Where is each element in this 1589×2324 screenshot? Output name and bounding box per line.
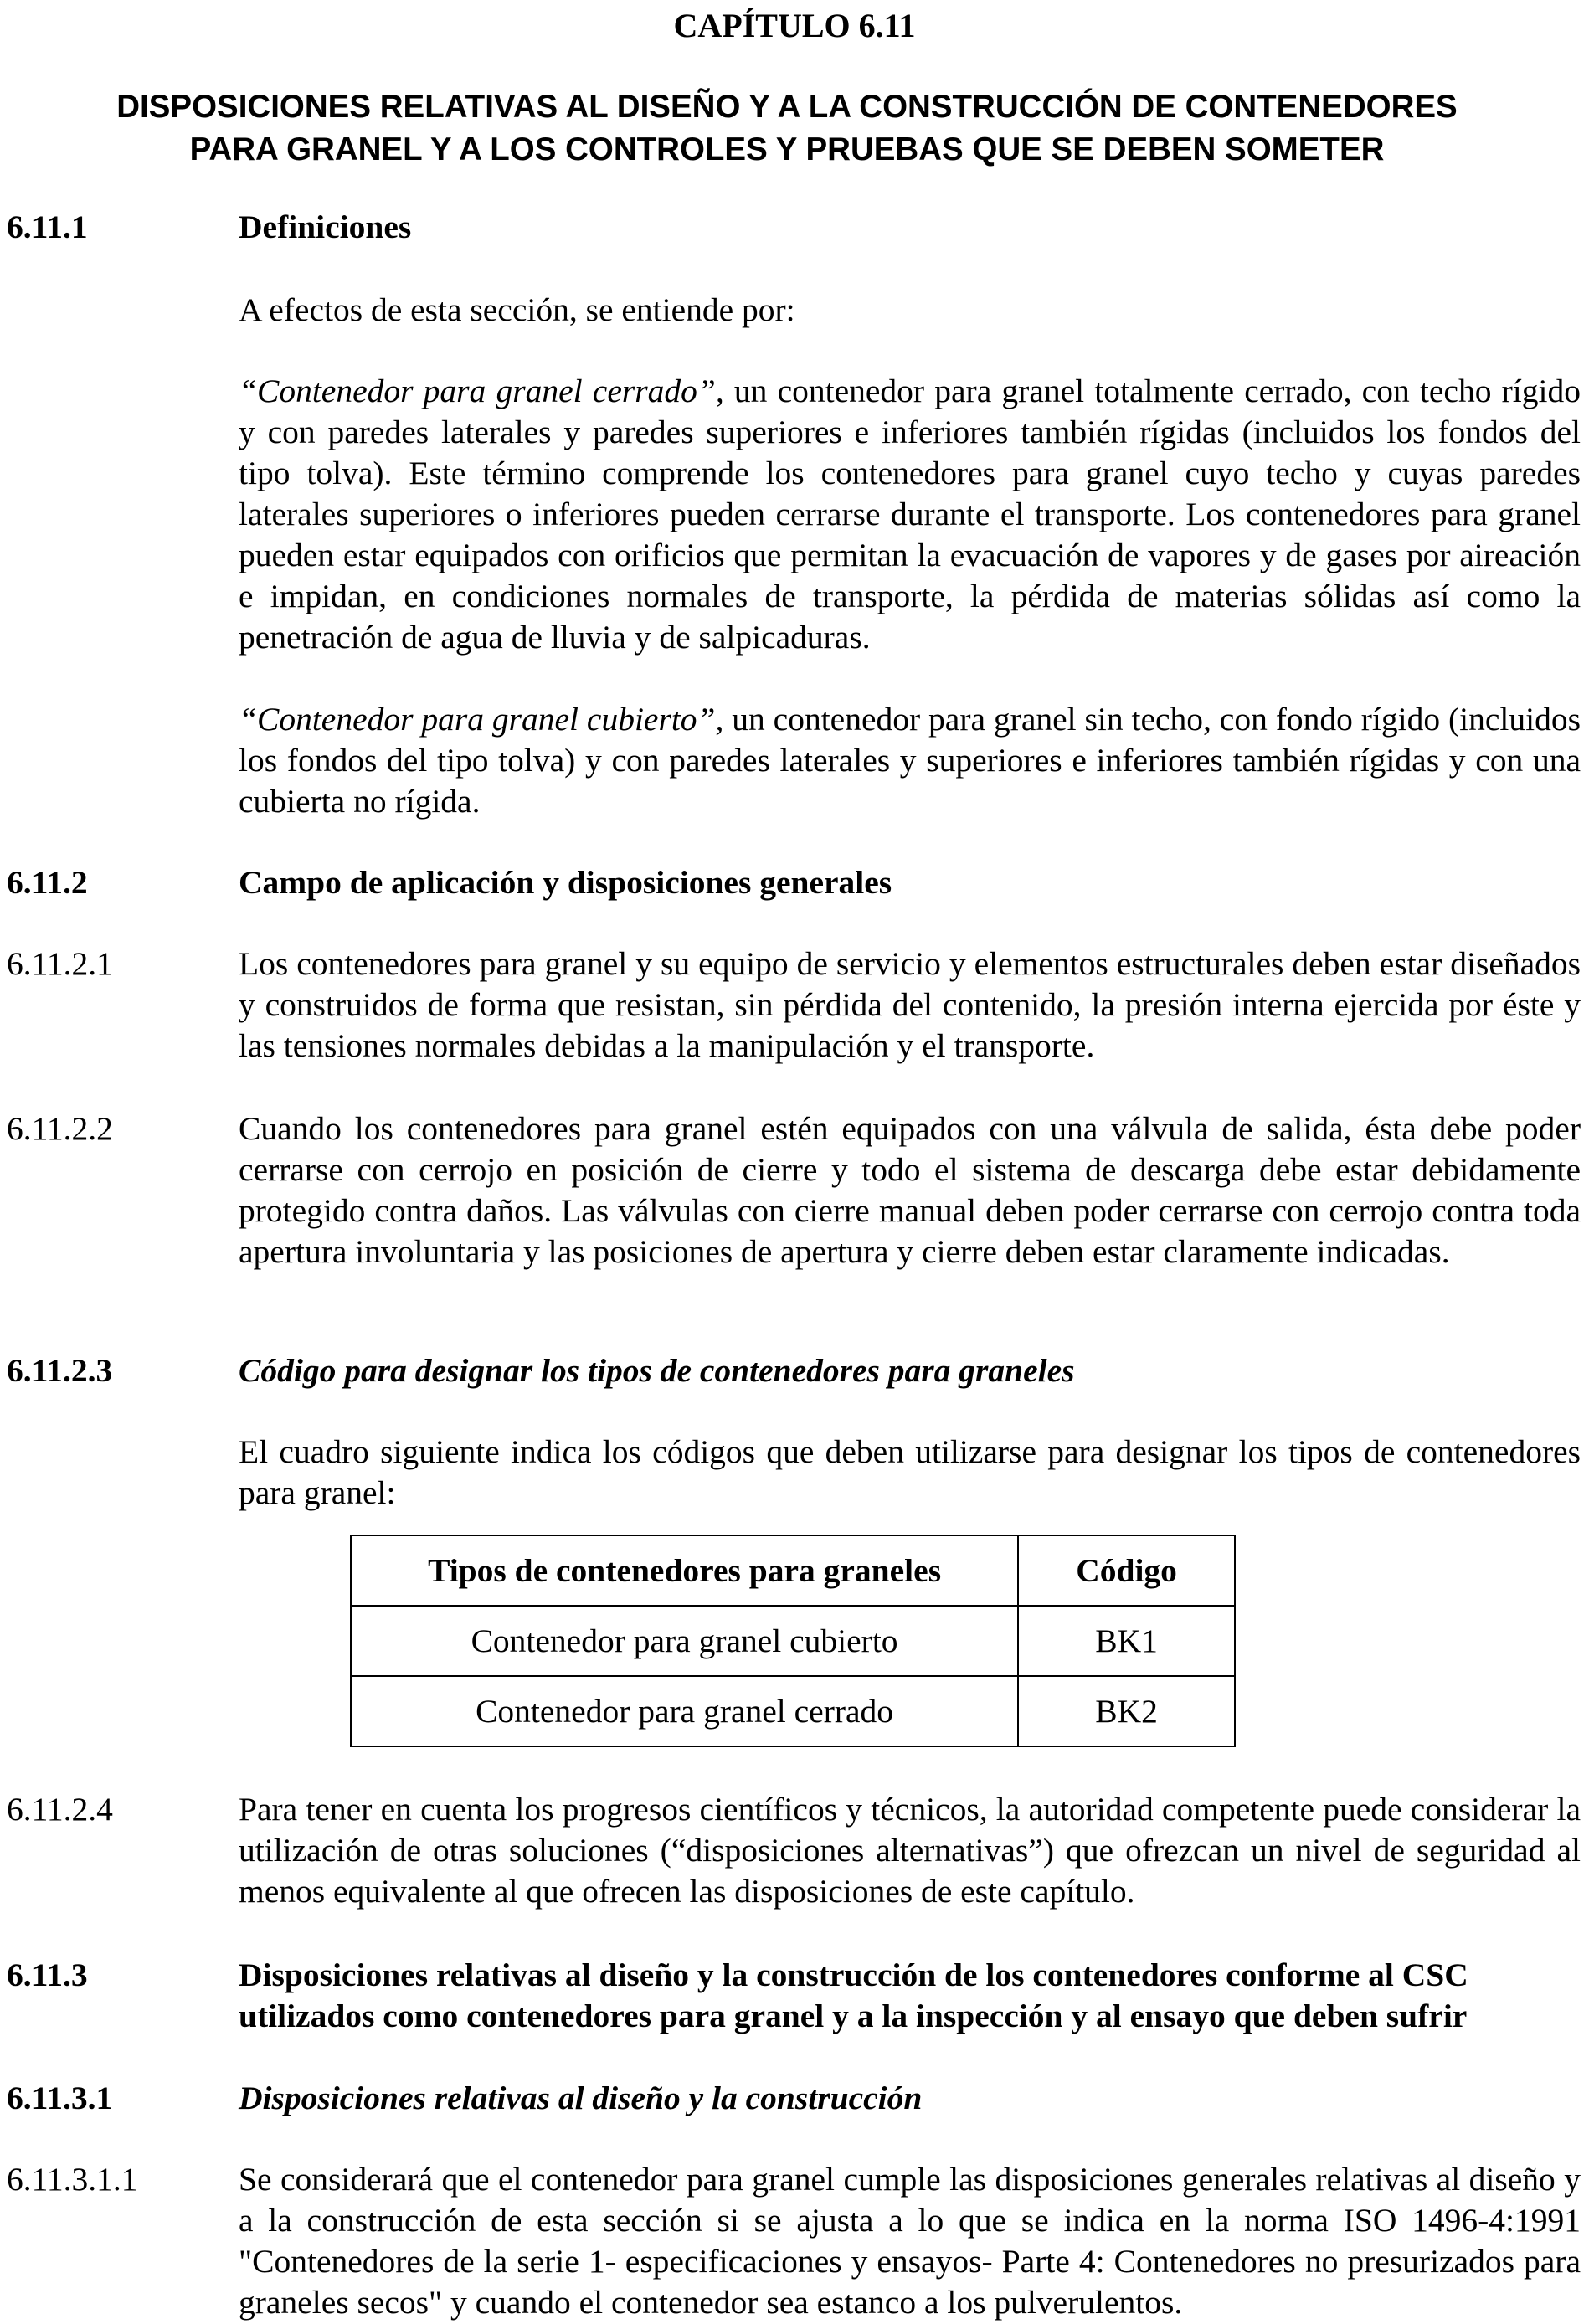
- section-number: 6.11.2: [7, 864, 88, 901]
- definition-closed-container: [239, 371, 1581, 658]
- container-codes-table: [350, 1535, 1236, 1747]
- intro-paragraph: A efectos de esta sección, se entiende por:: [239, 291, 795, 328]
- section-heading-line: utilizados como contenedores para granel y a la inspección y al ensayo que deben sufrir: [239, 1998, 1468, 2034]
- paragraph-number: 6.11.3.1: [7, 2080, 113, 2116]
- table-cell: Contenedor para granel cubierto: [351, 1606, 1018, 1676]
- paragraph-heading: Disposiciones relativas al diseño y la construcción: [239, 2080, 923, 2116]
- chapter-subtitle: [25, 85, 1549, 171]
- chapter-subtitle-line: PARA GRANEL Y A LOS CONTROLES Y PRUEBAS QUE SE DEBEN SOMETER: [189, 131, 1385, 167]
- table-cell: BK2: [1018, 1676, 1235, 1746]
- section-number: 6.11.3: [7, 1956, 88, 1993]
- table-cell: BK1: [1018, 1606, 1235, 1676]
- table-header-row: [351, 1535, 1235, 1606]
- paragraph-text: Se considerará que el contenedor para granel cumple las disposiciones generales relativas al diseño y a la construcción de esta sección si se ajusta a lo que se indica en la norma ISO 1496-4:1991 "Contenedores de la serie 1- especificaciones y ensayos- Parte 4: Contenedores no presurizados para graneles secos" y cuando el contenedor sea estanco a los pulverulentos.: [239, 2161, 1581, 2321]
- chapter-title: CAPÍTULO 6.11: [673, 7, 916, 44]
- paragraph-text: Los contenedores para granel y su equipo de servicio y elementos estructurales deben estar diseñados y construidos de forma que resistan, sin pérdida del contenido, la presión interna ejercida por éste y las tensiones normales debidas a la manipulación y el transporte.: [239, 945, 1581, 1064]
- definition-term: “Contenedor para granel cubierto”,: [239, 701, 724, 738]
- definition-term: “Contenedor para granel cerrado”,: [239, 373, 724, 409]
- paragraph-number: 6.11.2.2: [7, 1110, 113, 1147]
- table-cell: Contenedor para granel cerrado: [351, 1676, 1018, 1746]
- section-heading: Campo de aplicación y disposiciones generales: [239, 864, 892, 901]
- paragraph-text: Cuando los contenedores para granel estén equipados con una válvula de salida, ésta debe poder cerrarse con cerrojo en posición de cierre y todo el sistema de descarga debe estar debidamente protegido contra daños. Las válvulas con cierre manual deben poder cerrarse con cerrojo contra toda apertura involuntaria y las posiciones de apertura y cierre deben estar claramente indicadas.: [239, 1110, 1581, 1270]
- definition-text: un contenedor para granel sin techo, con fondo rígido (incluidos los fondos del tipo tolva) y con paredes laterales y superiores e inferiores también rígidas y con una cubierta no rígida.: [239, 701, 1581, 820]
- section-heading: [239, 1955, 1581, 2037]
- definition-sheeted-container: [239, 699, 1581, 822]
- table-header-cell: Código: [1018, 1535, 1235, 1606]
- chapter-subtitle-line: DISPOSICIONES RELATIVAS AL DISEÑO Y A LA CONSTRUCCIÓN DE CONTENEDORES: [116, 89, 1458, 125]
- paragraph-number: 6.11.2.4: [7, 1791, 113, 1828]
- paragraph-number: 6.11.2.1: [7, 945, 113, 982]
- table-row: [351, 1606, 1235, 1676]
- paragraph-text: Para tener en cuenta los progresos científicos y técnicos, la autoridad competente puede considerar la utilización de otras soluciones (“disposiciones alternativas”) que ofrezcan un nivel de seguridad al menos equivalente al que ofrecen las disposiciones de este capítulo.: [239, 1791, 1581, 1910]
- paragraph-text: El cuadro siguiente indica los códigos que deben utilizarse para designar los tipos de contenedores para granel:: [239, 1433, 1581, 1511]
- paragraph-heading: Código para designar los tipos de contenedores para graneles: [239, 1352, 1075, 1389]
- definition-text: un contenedor para granel totalmente cerrado, con techo rígido y con paredes laterales y paredes superiores e inferiores también rígidas (incluidos los fondos del tipo tolva). Este término comprende los contenedores para granel cuyo techo y cuyas paredes laterales superiores o inferiores pueden cerrarse durante el transporte. Los contenedores para granel pueden estar equipados con orificios que permitan la evacuación de vapores y de gases por aireación e impidan, en condiciones normales de transporte, la pérdida de materias sólidas así como la penetración de agua de lluvia y de salpicaduras.: [239, 373, 1581, 656]
- section-number: 6.11.1: [7, 208, 88, 245]
- paragraph-number: 6.11.2.3: [7, 1352, 113, 1389]
- paragraph-number: 6.11.3.1.1: [7, 2161, 138, 2198]
- section-heading-line: Disposiciones relativas al diseño y la construcción de los contenedores conforme al CSC: [239, 1956, 1468, 1993]
- table-row: [351, 1676, 1235, 1746]
- table-header-cell: Tipos de contenedores para graneles: [351, 1535, 1018, 1606]
- section-heading: Definiciones: [239, 208, 412, 245]
